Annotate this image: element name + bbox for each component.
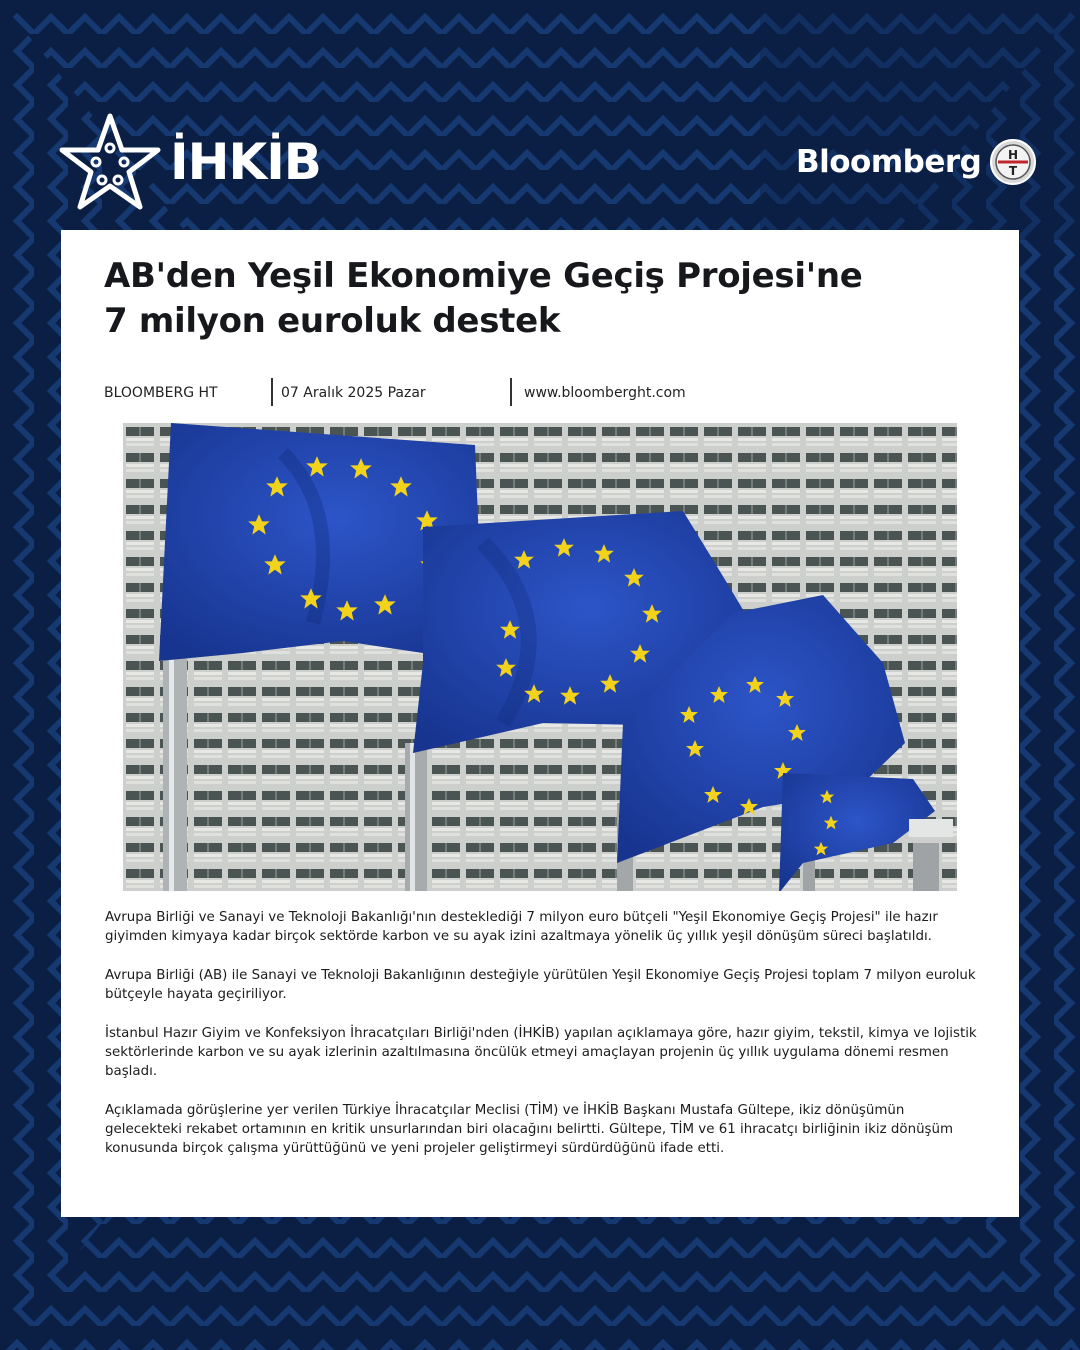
ihkib-logo-text: İHKİB	[170, 133, 321, 191]
article-title	[104, 254, 984, 344]
ht-emblem-h: H	[1008, 148, 1019, 162]
meta-divider	[510, 378, 512, 406]
article-date: 07 Aralık 2025 Pazar	[281, 385, 426, 401]
article-body	[105, 908, 985, 1178]
article-website: www.bloomberght.com	[524, 385, 686, 401]
meta-divider	[271, 378, 273, 406]
bloomberg-ht-logo	[796, 138, 1037, 186]
article-paragraph: İstanbul Hazır Giyim ve Konfeksiyon İhracatçıları Birliği'nden (İHKİB) yapılan açıklamaya göre, hazır giyim, tekstil, kimya ve lojistik sektörlerinde karbon ve su ayak izlerinin azaltılmasına öncülük etmeyi amaçlayan projenin üç yıllık uygulama dönemi resmen başladı.	[105, 1026, 977, 1079]
ht-emblem-icon	[989, 138, 1037, 186]
bloomberg-logo-text: Bloomberg	[796, 144, 982, 180]
ht-emblem-t: T	[1009, 164, 1018, 178]
article-title-line-2: 7 milyon euroluk destek	[104, 301, 561, 341]
ihkib-logo	[58, 112, 321, 212]
article-meta	[104, 378, 984, 406]
article-paragraph: Avrupa Birliği (AB) ile Sanayi ve Teknoloji Bakanlığının desteğiyle yürütülen Yeşil Ekonomiye Geçiş Projesi toplam 7 milyon euroluk bütçeyle hayata geçiriliyor.	[105, 968, 976, 1002]
article-paragraph: Avrupa Birliği ve Sanayi ve Teknoloji Bakanlığı'nın desteklediği 7 milyon euro bütçeli "Yeşil Ekonomiye Geçiş Projesi" ile hazır giyimden kimyaya kadar birçok sektörde karbon ve su ayak izini azaltmaya yönelik üç yıllık yeşil dönüşüm süreci başlatıldı.	[105, 910, 938, 944]
star-logo-icon	[58, 112, 162, 212]
article-title-line-1: AB'den Yeşil Ekonomiye Geçiş Projesi'ne	[104, 256, 863, 296]
article-source: BLOOMBERG HT	[104, 385, 218, 401]
article-paragraph: Açıklamada görüşlerine yer verilen Türkiye İhracatçılar Meclisi (TİM) ve İHKİB Başkanı Mustafa Gültepe, ikiz dönüşümün gelecekteki rekabet ortamının en kritik unsurlarından biri olacağını belirtti. Gültepe, TİM ve 61 ihracatçı birliğinin ikiz dönüşüm konusunda birçok çalışma yürüttüğünü ve yeni projeler geliştirmeyi sürdürdüğünü ifade etti.	[105, 1103, 954, 1156]
article-card	[61, 230, 1019, 1217]
eu-flags-photo	[123, 423, 957, 891]
